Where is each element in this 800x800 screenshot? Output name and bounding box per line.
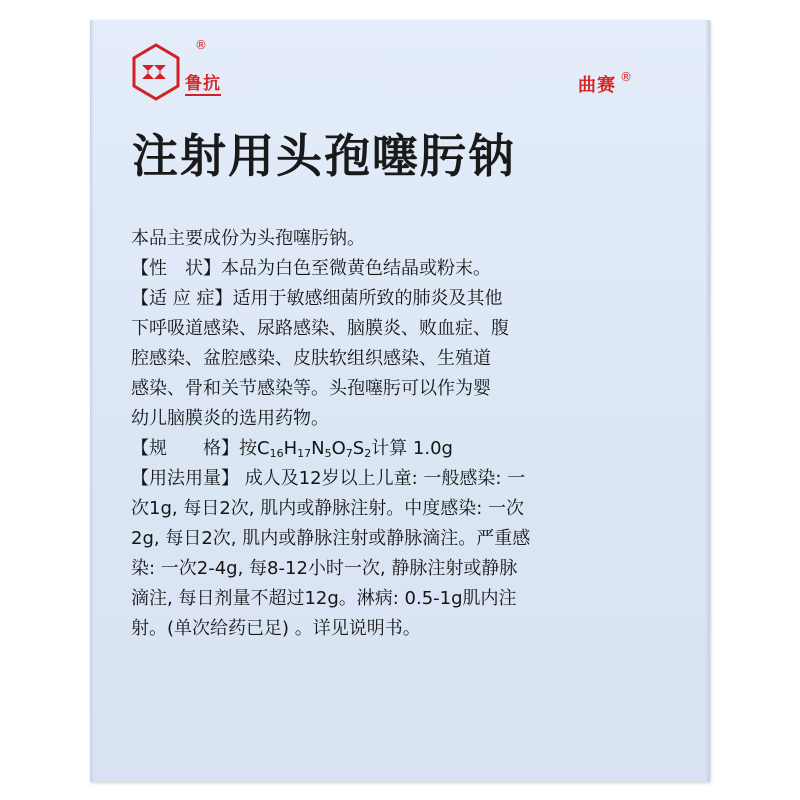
dosage-line: 染: 一次2-4g, 每8-12小时一次, 静脉注射或静脉 [131, 558, 518, 579]
dosage-line: 射。(单次给药已足) 。详见说明书。 [131, 618, 421, 639]
indications-line: 幼儿脑膜炎的选用药物。 [131, 408, 329, 429]
specification-line: 【规 格】按$C_{16}H_{17}N_5O_7S_2$计算 1.0g [131, 438, 453, 460]
brand-name-left: 鲁抗 [185, 74, 221, 94]
drug-description [131, 224, 691, 644]
indications-line: 感染、骨和关节感染等。头孢噻肟可以作为婴 [131, 378, 491, 399]
spec-label: 【规 格】按 [131, 438, 257, 459]
box-right-edge [705, 20, 710, 782]
spec-suffix: 计算 1.0g [371, 438, 453, 459]
drug-title: 注射用头孢噻肟钠 [132, 129, 516, 183]
composition-line: 本品主要成份为头孢噻肟钠。 [131, 228, 365, 249]
indications-line: 【适 应 症】适用于敏感细菌所致的肺炎及其他 [131, 288, 503, 309]
brand-logo-hexagon-icon [132, 43, 180, 101]
indications-line: 腔感染、盆腔感染、皮肤软组织感染、生殖道 [131, 348, 491, 369]
dosage-line: 2g, 每日2次, 肌内或静脉注射或静脉滴注。严重感 [131, 528, 531, 549]
brand-name-right: 曲赛 [578, 75, 616, 96]
appearance-line: 【性 状】本品为白色至微黄色结晶或粉末。 [131, 258, 491, 279]
box-left-edge [90, 20, 94, 782]
dosage-line: 次1g, 每日2次, 肌内或静脉注射。中度感染: 一次 [131, 498, 525, 519]
medicine-box-face [90, 20, 710, 782]
dosage-line: 滴注, 每日剂量不超过12g。淋病: 0.5-1g肌内注 [131, 588, 517, 609]
indications-line: 下呼吸道感染、尿路感染、脑膜炎、败血症、腹 [131, 318, 509, 339]
registered-mark-left: ® [195, 38, 207, 52]
registered-mark-right: ® [620, 70, 632, 84]
dosage-line: 【用法用量】 成人及12岁以上儿童: 一般感染: 一 [131, 468, 526, 489]
